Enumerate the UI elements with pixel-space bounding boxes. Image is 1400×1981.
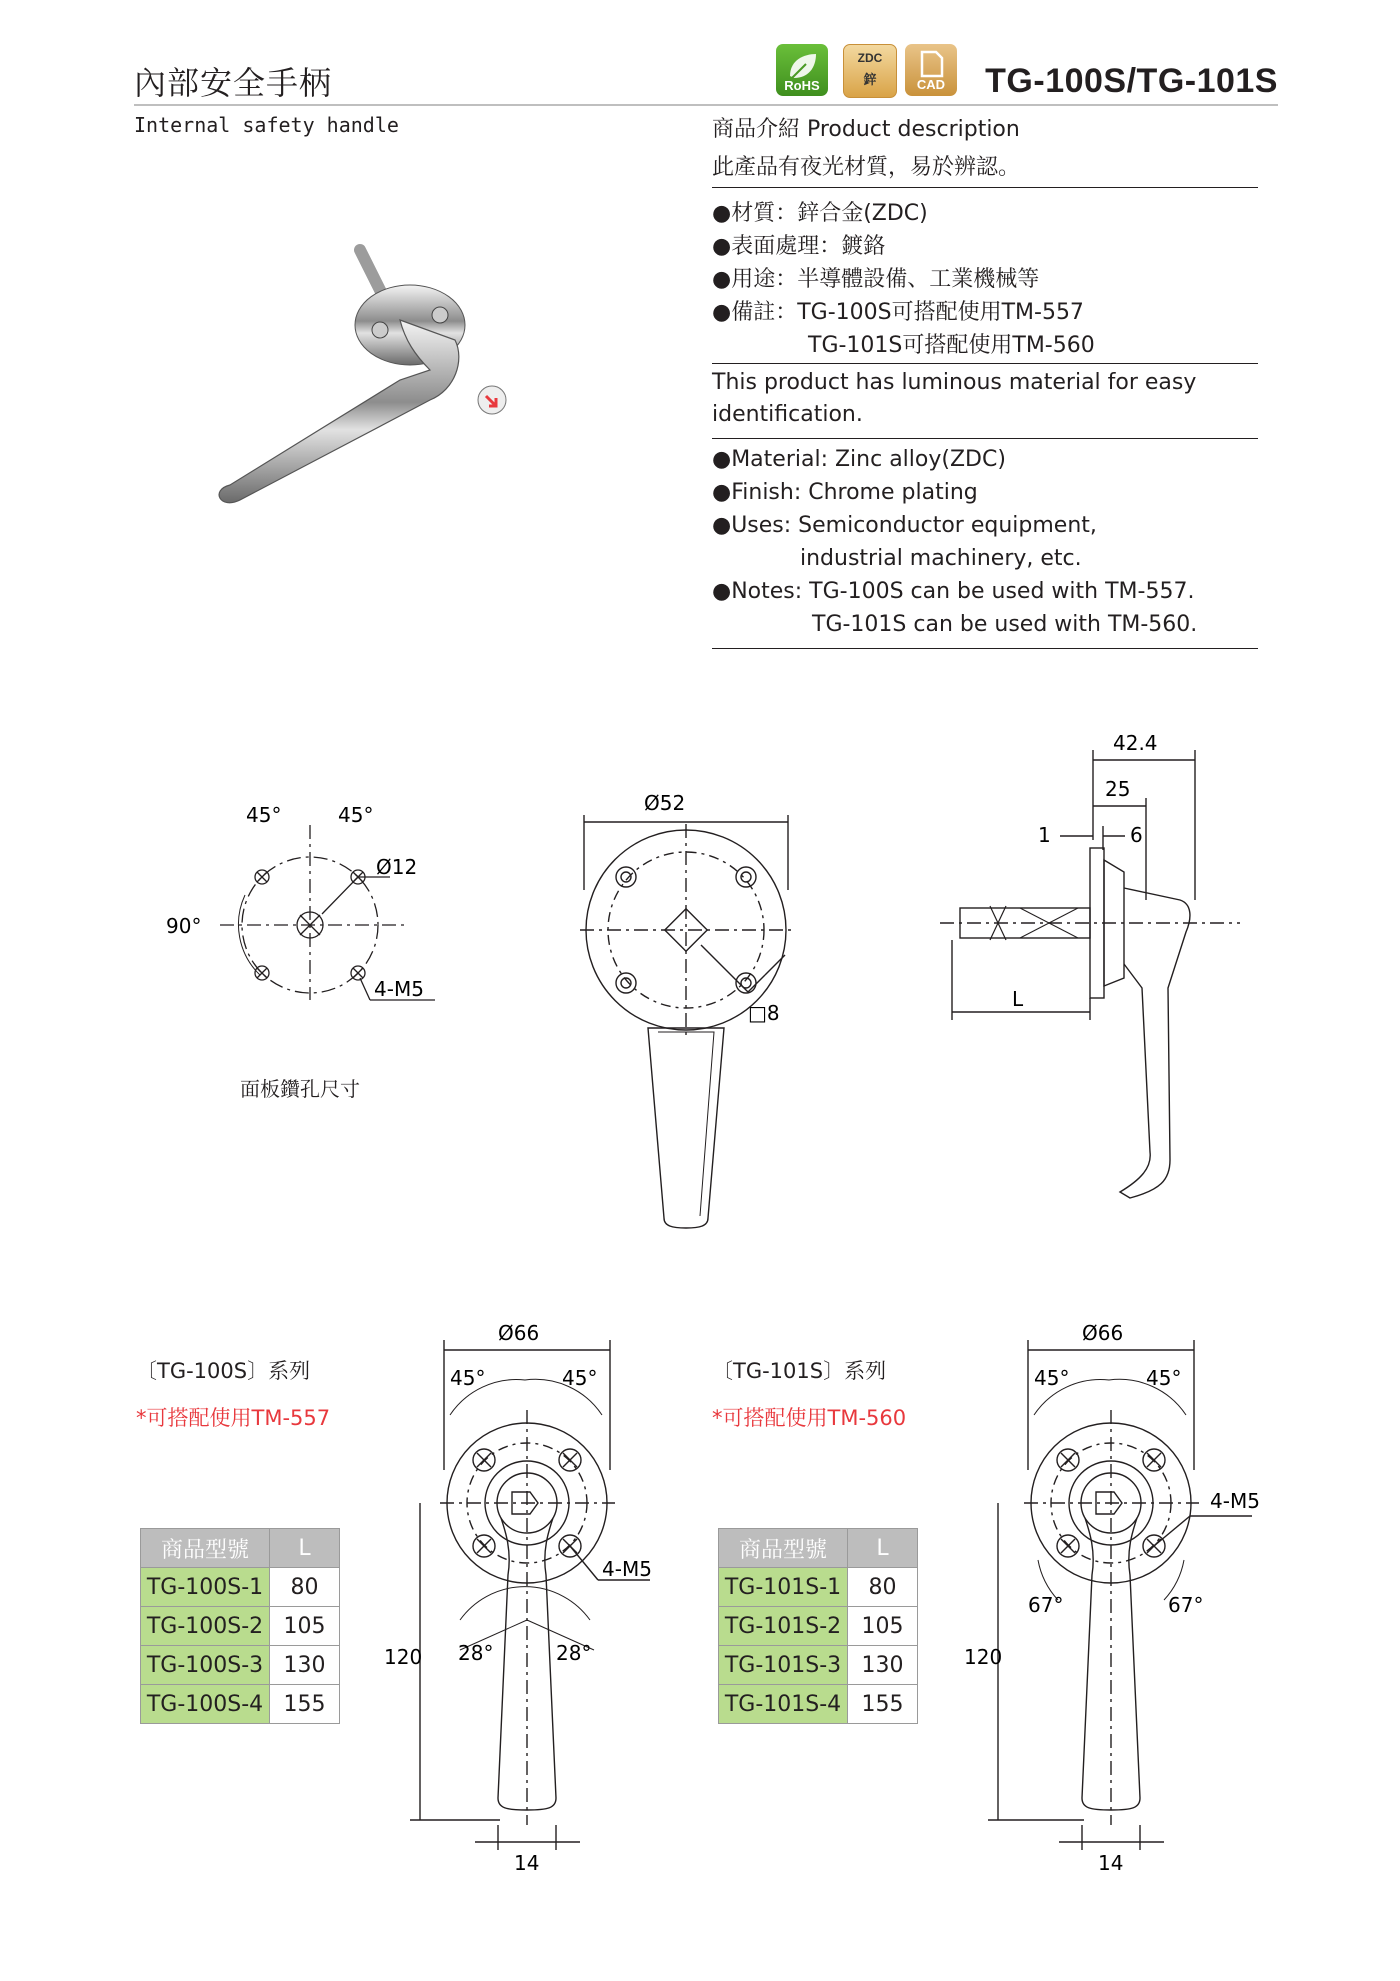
diameter-label: Ø66 xyxy=(498,1321,540,1345)
side-view-drawing xyxy=(930,720,1250,1240)
table-header: 商品型號 xyxy=(141,1529,270,1568)
table-header-row xyxy=(141,1529,340,1568)
front-view-drawing xyxy=(570,780,810,1240)
screw-hole xyxy=(255,966,269,980)
hole-diameter-label: Ø12 xyxy=(376,855,418,879)
width-label: 14 xyxy=(1098,1851,1124,1875)
zdc-label: ZDC xyxy=(857,51,883,65)
bullet-en-material: ● Material: Zinc alloy(ZDC) xyxy=(712,447,1006,472)
model-cell: TG-101S-1 xyxy=(719,1568,848,1607)
model-cell: TG-100S-3 xyxy=(141,1646,270,1685)
series-100-note: *可搭配使用TM-557 xyxy=(136,1406,331,1430)
table-row xyxy=(141,1685,340,1724)
table-row xyxy=(719,1607,918,1646)
header-divider xyxy=(134,104,1278,106)
screw-hole xyxy=(255,870,269,884)
cad-badge xyxy=(905,44,957,96)
divider xyxy=(712,187,1258,188)
model-cell: TG-101S-3 xyxy=(719,1646,848,1685)
rohs-badge xyxy=(776,44,828,96)
angle-label: 90° xyxy=(166,914,202,938)
length-cell: 80 xyxy=(270,1568,340,1607)
model-cell: TG-101S-2 xyxy=(719,1607,848,1646)
panel-caption: 面板鑽孔尺寸 xyxy=(240,1077,360,1101)
bullet-zh-finish: ● 表面處理：鍍鉻 xyxy=(712,229,885,260)
angle-label: 45° xyxy=(246,803,282,827)
length-cell: 80 xyxy=(848,1568,918,1607)
bullet-en-notes-cont: TG-101S can be used with TM-560. xyxy=(812,612,1198,637)
bullet-zh-notes-cont: TG-101S可搭配使用TM-560 xyxy=(808,333,1095,358)
series-101-label: 〔TG-101S〕系列 xyxy=(712,1359,887,1383)
zdc-sub-label: 鋅 xyxy=(863,72,877,87)
table-row xyxy=(719,1568,918,1607)
screw-hole xyxy=(351,966,365,980)
width-label: 14 xyxy=(514,1851,540,1875)
length-label: L xyxy=(1012,987,1024,1011)
bullet-en-uses: ● Uses: Semiconductor equipment, xyxy=(712,513,1097,538)
model-code: TG-100S/TG-101S xyxy=(985,62,1278,100)
bullet-zh-material: ● 材質：鋅合金(ZDC) xyxy=(712,196,928,227)
bullet-en-finish: ● Finish: Chrome plating xyxy=(712,480,978,505)
angle-label: 28° xyxy=(458,1641,494,1665)
page-title: 內部安全手柄 xyxy=(134,64,333,102)
bullet-zh-uses: ● 用途：半導體設備、工業機械等 xyxy=(712,262,1039,293)
table-row xyxy=(141,1607,340,1646)
intro-zh: 此產品有夜光材質，易於辨認。 xyxy=(712,155,1021,180)
table-row xyxy=(719,1685,918,1724)
page-subtitle: Internal safety handle xyxy=(134,113,399,137)
table-header: L xyxy=(270,1529,340,1568)
screw-label: 4-M5 xyxy=(374,977,424,1001)
length-cell: 155 xyxy=(848,1685,918,1724)
divider xyxy=(712,363,1258,364)
angle-label: 28° xyxy=(556,1641,592,1665)
length-cell: 130 xyxy=(848,1646,918,1685)
model-cell: TG-101S-4 xyxy=(719,1685,848,1724)
series-101-note: *可搭配使用TM-560 xyxy=(712,1406,907,1430)
series-101-table xyxy=(718,1528,918,1724)
model-cell: TG-100S-1 xyxy=(141,1568,270,1607)
dimension-label: 1 xyxy=(1038,823,1051,847)
panel-drill-drawing xyxy=(160,790,460,1020)
diameter-label: Ø52 xyxy=(644,791,686,815)
angle-label: 45° xyxy=(338,803,374,827)
series-100-drawing xyxy=(380,1320,690,1880)
cad-label: CAD xyxy=(916,77,946,92)
angle-label: 45° xyxy=(450,1366,486,1390)
dimension-label: 25 xyxy=(1105,777,1131,801)
height-label: 120 xyxy=(384,1645,423,1669)
table-row xyxy=(141,1646,340,1685)
angle-label: 45° xyxy=(1146,1366,1182,1390)
bullet-zh-notes: ● 備註：TG-100S可搭配使用TM-557 xyxy=(712,295,1084,326)
angle-label: 45° xyxy=(562,1366,598,1390)
series-100-label: 〔TG-100S〕系列 xyxy=(136,1359,311,1383)
series-100-table xyxy=(140,1528,340,1724)
table-row xyxy=(719,1646,918,1685)
bullet-en-uses-cont: industrial machinery, etc. xyxy=(800,546,1082,571)
description-heading: 商品介紹 Product description xyxy=(712,117,1020,142)
series-101-drawing xyxy=(958,1320,1268,1880)
dimension-label: 6 xyxy=(1130,823,1143,847)
rohs-label: RoHS xyxy=(784,78,820,93)
angle-label: 67° xyxy=(1168,1593,1204,1617)
table-row xyxy=(141,1568,340,1607)
model-cell: TG-100S-4 xyxy=(141,1685,270,1724)
divider xyxy=(712,438,1258,439)
length-cell: 105 xyxy=(848,1607,918,1646)
divider xyxy=(712,648,1258,649)
length-cell: 105 xyxy=(270,1607,340,1646)
angle-label: 45° xyxy=(1034,1366,1070,1390)
screw-label: 4-M5 xyxy=(1210,1489,1260,1513)
product-photo xyxy=(200,230,560,530)
model-cell: TG-100S-2 xyxy=(141,1607,270,1646)
intro-en-line2: identification. xyxy=(712,402,863,427)
length-cell: 130 xyxy=(270,1646,340,1685)
bullet-en-notes: ● Notes: TG-100S can be used with TM-557. xyxy=(712,579,1194,604)
height-label: 120 xyxy=(964,1645,1003,1669)
length-cell: 155 xyxy=(270,1685,340,1724)
diameter-label: Ø66 xyxy=(1082,1321,1124,1345)
zdc-badge xyxy=(843,44,897,98)
dimension-label: 42.4 xyxy=(1113,731,1158,755)
table-header: 商品型號 xyxy=(719,1529,848,1568)
angle-label: 67° xyxy=(1028,1593,1064,1617)
intro-en-line1: This product has luminous material for easy xyxy=(712,370,1197,395)
screw-label: 4-M5 xyxy=(602,1557,652,1581)
square-label: □8 xyxy=(748,1001,780,1025)
table-header-row xyxy=(719,1529,918,1568)
table-header: L xyxy=(848,1529,918,1568)
